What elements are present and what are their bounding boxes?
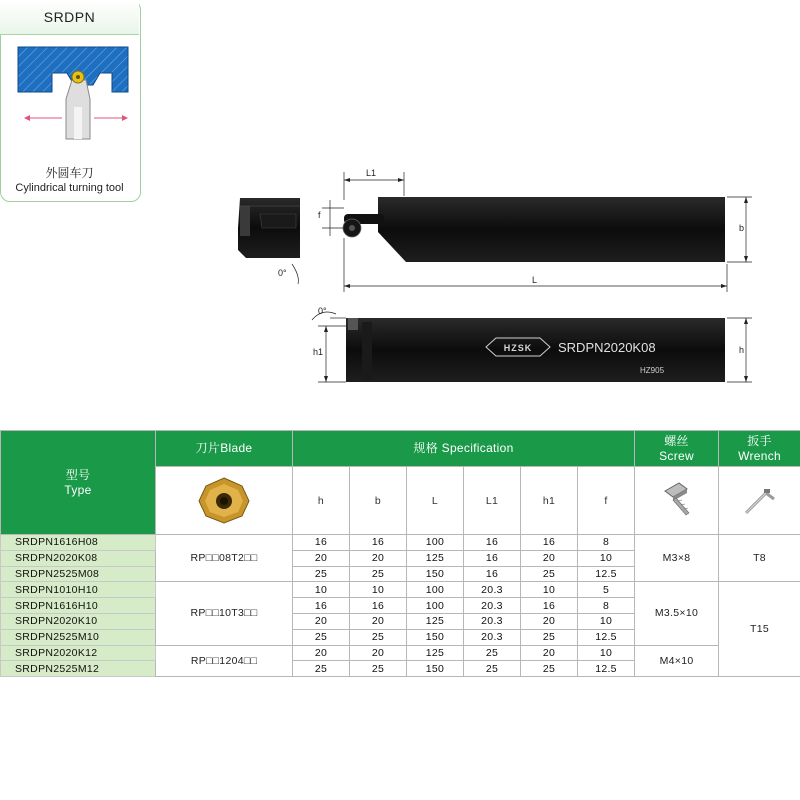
cell-b: 20	[350, 645, 407, 661]
angle-side-label: 0°	[318, 306, 327, 316]
col-h: h	[293, 467, 350, 535]
type-cell: SRDPN1010H10	[1, 582, 156, 598]
cell-L1: 25	[464, 661, 521, 677]
schematic-caption-cn: 外圆车刀	[45, 166, 94, 180]
schematic-caption-en: Cylindrical turning tool	[15, 182, 124, 194]
cell-L: 150	[407, 566, 464, 582]
type-cell: SRDPN2020K10	[1, 613, 156, 629]
round-insert-icon	[194, 474, 254, 524]
col-L: L	[407, 467, 464, 535]
cell-L1: 16	[464, 566, 521, 582]
spec-table	[0, 430, 800, 677]
cell-h1: 20	[521, 645, 578, 661]
screw-cell: M3×8	[635, 535, 719, 582]
header-spec: 规格 Specification	[293, 431, 635, 467]
cell-L1: 16	[464, 535, 521, 551]
tool-model-marking: SRDPN2020K08	[558, 340, 656, 355]
type-cell: SRDPN2525M10	[1, 629, 156, 645]
cell-b: 25	[350, 566, 407, 582]
cell-h1: 20	[521, 550, 578, 566]
schematic-title: SRDPN	[0, 0, 139, 35]
screw-cell: M4×10	[635, 645, 719, 677]
cell-L: 100	[407, 582, 464, 598]
cell-f: 10	[578, 645, 635, 661]
cell-b: 16	[350, 535, 407, 551]
cell-L: 125	[407, 645, 464, 661]
cell-L1: 20.3	[464, 613, 521, 629]
cell-L: 150	[407, 629, 464, 645]
dim-h1-label: h1	[313, 347, 324, 357]
cell-b: 20	[350, 613, 407, 629]
cell-f: 12.5	[578, 629, 635, 645]
grade-marking: HZ905	[640, 366, 665, 375]
table-row	[1, 582, 800, 598]
cell-f: 10	[578, 550, 635, 566]
angle-top-label: 0°	[278, 268, 287, 278]
dim-f-label: f	[318, 210, 321, 220]
col-L1: L1	[464, 467, 521, 535]
type-cell: SRDPN1616H10	[1, 598, 156, 614]
table-row	[1, 645, 800, 661]
cell-b: 25	[350, 629, 407, 645]
type-cell: SRDPN2020K12	[1, 645, 156, 661]
cell-f: 8	[578, 535, 635, 551]
cell-f: 12.5	[578, 661, 635, 677]
top-view	[343, 197, 725, 262]
blade-image-cell	[156, 467, 293, 535]
cell-h: 20	[293, 613, 350, 629]
header-wrench: 扳手 Wrench	[719, 431, 800, 467]
col-h1: h1	[521, 467, 578, 535]
type-cell: SRDPN2525M12	[1, 661, 156, 677]
dim-L-label: L	[532, 275, 538, 285]
cell-h: 10	[293, 582, 350, 598]
cell-b: 10	[350, 582, 407, 598]
table-row	[1, 535, 800, 551]
blade-cell: RP□□08T2□□	[156, 535, 293, 582]
cell-h: 20	[293, 645, 350, 661]
end-view	[238, 198, 300, 258]
cell-L1: 16	[464, 550, 521, 566]
cell-h1: 10	[521, 582, 578, 598]
cell-L1: 20.3	[464, 582, 521, 598]
dim-L1-label: L1	[366, 168, 377, 178]
cell-f: 5	[578, 582, 635, 598]
cell-h1: 20	[521, 613, 578, 629]
wrench-image-cell	[719, 467, 800, 535]
screw-image-cell	[635, 467, 719, 535]
screw-cell: M3.5×10	[635, 582, 719, 645]
cell-b: 16	[350, 598, 407, 614]
blade-cell: RP□□10T3□□	[156, 582, 293, 645]
cell-L: 125	[407, 550, 464, 566]
dim-h-label: h	[739, 345, 745, 355]
cell-L: 150	[407, 661, 464, 677]
cell-h: 25	[293, 629, 350, 645]
cell-L: 100	[407, 535, 464, 551]
wrench-cell: T15	[719, 582, 800, 677]
torx-screw-icon	[657, 479, 697, 519]
cell-f: 12.5	[578, 566, 635, 582]
cell-h1: 25	[521, 566, 578, 582]
cell-L1: 20.3	[464, 598, 521, 614]
cell-h: 16	[293, 598, 350, 614]
cell-h: 25	[293, 661, 350, 677]
cell-h: 16	[293, 535, 350, 551]
dim-b-label: b	[739, 223, 745, 233]
type-cell: SRDPN2525M08	[1, 566, 156, 582]
cell-L1: 25	[464, 645, 521, 661]
cell-b: 20	[350, 550, 407, 566]
cell-h1: 16	[521, 535, 578, 551]
cell-f: 10	[578, 613, 635, 629]
type-cell: SRDPN2020K08	[1, 550, 156, 566]
cell-h: 20	[293, 550, 350, 566]
cell-h1: 16	[521, 598, 578, 614]
col-b: b	[350, 467, 407, 535]
cell-h1: 25	[521, 661, 578, 677]
wrench-cell: T8	[719, 535, 800, 582]
svg-text:HZSK: HZSK	[503, 343, 533, 353]
cell-f: 8	[578, 598, 635, 614]
torx-key-icon	[740, 479, 780, 519]
cell-L: 100	[407, 598, 464, 614]
side-view	[346, 318, 725, 382]
header-blade: 刀片Blade	[156, 431, 293, 467]
header-type: 型号 Type	[1, 431, 156, 535]
header-screw: 螺丝 Screw	[635, 431, 719, 467]
type-cell: SRDPN1616H08	[1, 535, 156, 551]
blade-cell: RP□□1204□□	[156, 645, 293, 677]
col-f: f	[578, 467, 635, 535]
cell-h1: 25	[521, 629, 578, 645]
cell-L: 125	[407, 613, 464, 629]
cell-h: 25	[293, 566, 350, 582]
cell-L1: 20.3	[464, 629, 521, 645]
cell-b: 25	[350, 661, 407, 677]
